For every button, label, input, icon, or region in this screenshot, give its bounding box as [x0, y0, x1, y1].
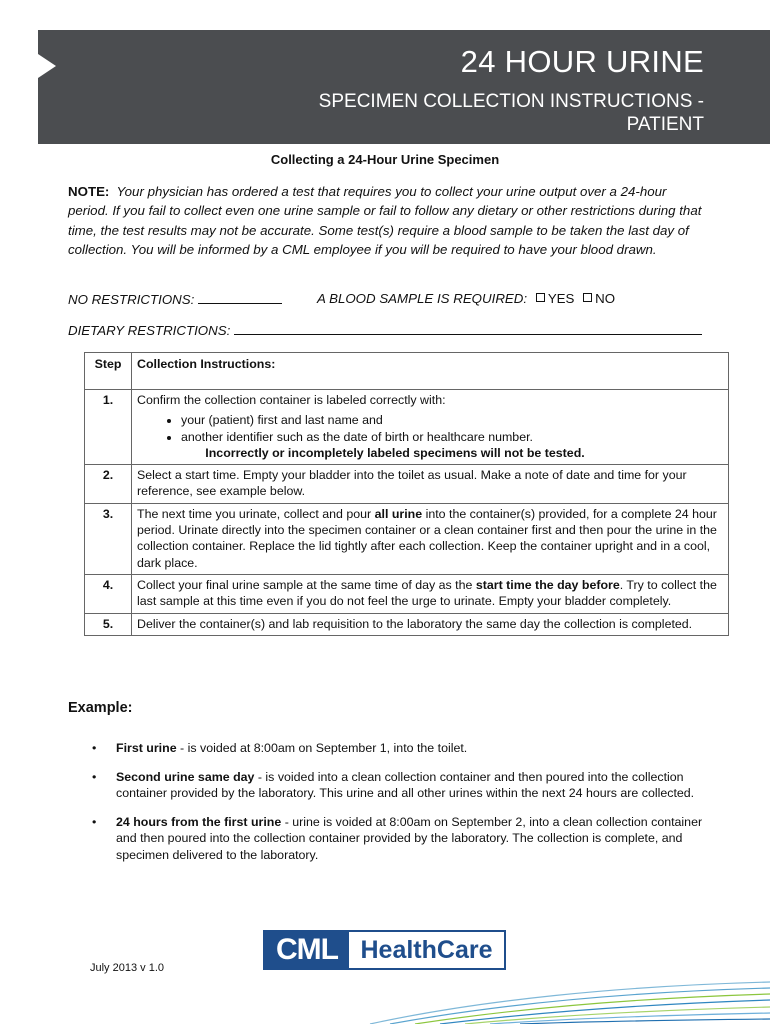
- no-label: NO: [595, 291, 616, 306]
- step-4-text-a: Collect your final urine sample at the same time of day as the: [137, 577, 476, 592]
- label-requirements-list: [137, 412, 723, 445]
- step-text: [132, 574, 729, 613]
- step-number: 5.: [85, 613, 132, 635]
- step-text: Select a start time. Empty your bladder into the toilet as usual. Make a note of date and time for your reference, see example below.: [132, 465, 729, 504]
- step-3-text-a: The next time you urinate, collect and pour: [137, 506, 375, 521]
- table-row: [85, 503, 729, 574]
- example-list: [68, 740, 713, 875]
- subtitle-line-2: PATIENT: [626, 114, 704, 135]
- step-4-bold: start time the day before: [475, 577, 620, 592]
- subtitle-line-1: SPECIMEN COLLECTION INSTRUCTIONS -: [318, 91, 704, 112]
- dietary-label: DIETARY RESTRICTIONS:: [68, 323, 231, 338]
- list-item: [68, 814, 713, 864]
- table-row: [85, 465, 729, 504]
- title-banner: [38, 30, 770, 144]
- note-label: NOTE:: [68, 184, 110, 199]
- blood-sample-row: [317, 291, 615, 306]
- instructions-column-header: Collection Instructions:: [132, 353, 729, 390]
- cml-healthcare-logo: [263, 930, 506, 970]
- yes-label: YES: [547, 291, 575, 306]
- step-number: 2.: [85, 465, 132, 504]
- list-item: [68, 740, 713, 757]
- list-item: [68, 769, 713, 802]
- example-heading: Example:: [68, 700, 133, 716]
- list-item: • another identifier such as the date of birth or healthcare number.: [181, 429, 723, 445]
- note-paragraph: [68, 182, 708, 260]
- example-bold: First urine: [116, 741, 177, 755]
- table-header-row: [85, 353, 729, 390]
- section-heading: Collecting a 24-Hour Urine Specimen: [270, 152, 500, 167]
- example-text: - is voided into a clean collection container and then poured into the collection container provided by the laboratory. This urine and all other urines within the next 24 hours are collected.: [116, 769, 695, 800]
- step-text: Deliver the container(s) and lab requisition to the laboratory the same day the collection is completed.: [132, 613, 729, 635]
- example-text: - is voided at 8:00am on September 1, into the toilet.: [176, 741, 468, 755]
- list-item: • your (patient) first and last name and: [181, 412, 723, 428]
- page-title: 24 HOUR URINE: [460, 44, 704, 79]
- step-column-header: Step: [85, 353, 132, 390]
- instructions-table: [84, 352, 729, 636]
- yes-checkbox[interactable]: [536, 293, 545, 302]
- step-number: 4.: [85, 574, 132, 613]
- no-checkbox[interactable]: [583, 293, 592, 302]
- step-number: 3.: [85, 503, 132, 574]
- step-number: 1.: [85, 390, 132, 465]
- example-bold: Second urine same day: [116, 769, 255, 784]
- no-restrictions-row: [68, 291, 282, 307]
- no-restrictions-blank[interactable]: [198, 291, 282, 304]
- page-subtitle: [319, 90, 704, 136]
- step-3-bold: all urine: [374, 506, 423, 521]
- logo-healthcare-text: HealthCare: [360, 935, 493, 964]
- blood-sample-label: A BLOOD SAMPLE IS REQUIRED:: [317, 291, 528, 306]
- table-row: [85, 390, 729, 465]
- labeling-warning: Incorrectly or incompletely labeled specimens will not be tested.: [205, 445, 585, 460]
- version-footer: July 2013 v 1.0: [90, 962, 164, 974]
- example-text: - urine is voided at 8:00am on September 2, into a clean collection container and then poured into the collection container provided by the laboratory. The collection is complete, and specimen delivered to the laboratory.: [116, 814, 703, 862]
- dietary-row: [68, 322, 702, 338]
- banner-notch: [38, 54, 56, 78]
- example-bold: 24 hours from the first urine: [116, 814, 282, 829]
- step-3-text-b: into the container(s) provided, for a complete 24 hour period. Urinate directly into the specimen container or a clean container first and then pour the urine in the collection container. Replace the lid tightly after each collection. Keep the container upright and in a cool, dark place.: [137, 506, 717, 570]
- table-row: [85, 613, 729, 635]
- dietary-blank[interactable]: [234, 322, 702, 335]
- note-text: Your physician has ordered a test that requires you to collect your urine output over a 24-hour period. If you fail to collect even one urine sample or fail to follow any dietary or other restrictions during that time, the test results may not be accurate. Some test(s) require a blood sample to be taken the last day of collection. You will be informed by a CML employee if you will be required to have your blood drawn.: [68, 184, 702, 258]
- logo-cml-text: CML: [265, 932, 349, 968]
- bullet-icon: •: [92, 769, 97, 784]
- bullet-icon: •: [92, 814, 97, 829]
- bullet-icon: •: [92, 741, 97, 755]
- step-text: [132, 390, 729, 465]
- decorative-swoosh-icon: [360, 970, 770, 1024]
- no-restrictions-label: NO RESTRICTIONS:: [68, 292, 195, 307]
- table-row: [85, 574, 729, 613]
- step-1-text: Confirm the collection container is labeled correctly with:: [137, 393, 446, 407]
- step-4-text-b: . Try to collect the last sample at this time even if you do not feel the urge to urinate. Empty your bladder completely.: [137, 577, 717, 609]
- step-text: [132, 503, 729, 574]
